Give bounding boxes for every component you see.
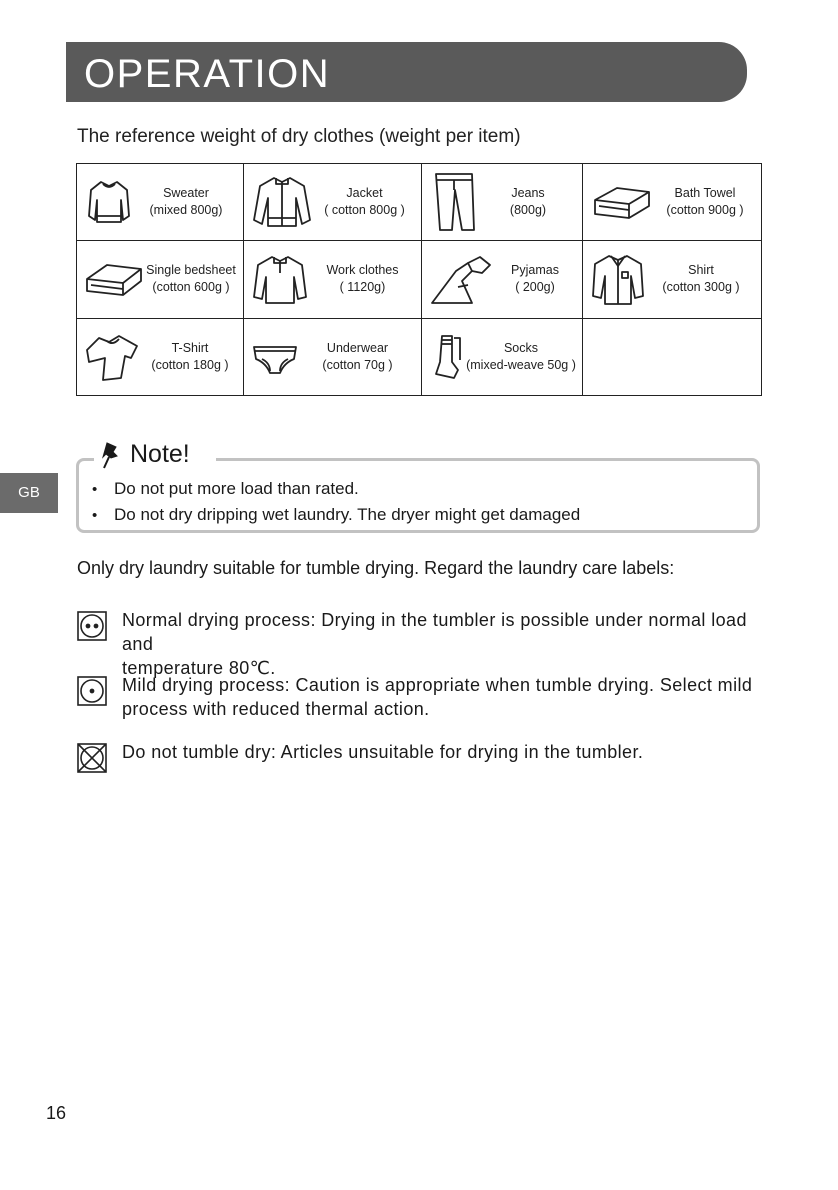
item-name: Single bedsheet — [146, 263, 236, 278]
table-cell — [77, 241, 244, 318]
jeans-icon — [428, 170, 480, 234]
item-weight: (cotton 70g ) — [322, 357, 393, 372]
item-name: Underwear — [326, 340, 389, 355]
table-cell — [583, 318, 762, 395]
intro-text: Only dry laundry suitable for tumble drying. Regard the laundry care labels: — [77, 558, 675, 578]
tshirt-icon — [83, 330, 143, 384]
care-text-line: Normal drying process: Drying in the tumbler is possible under normal load and — [122, 610, 747, 654]
bedsheet-icon — [83, 257, 145, 301]
item-name: Pyjamas — [511, 263, 559, 278]
table-cell — [77, 164, 244, 241]
underwear-icon — [250, 337, 300, 377]
header-bar — [66, 42, 747, 102]
item-weight: (cotton 300g ) — [662, 280, 740, 295]
care-text-line: process with reduced thermal action. — [122, 699, 430, 719]
note-item: • Do not put more load than rated. — [92, 476, 580, 502]
table-cell — [422, 241, 583, 318]
tumble-dry-mild-icon — [76, 675, 108, 707]
shirt-icon — [589, 250, 647, 308]
note-title: Note! — [130, 440, 190, 468]
item-weight: ( 1120g) — [339, 280, 386, 295]
item-name: Socks — [503, 340, 539, 355]
care-text-line: temperature 80℃. — [122, 658, 276, 678]
pyjamas-icon — [428, 251, 494, 307]
item-name: Jeans — [511, 186, 545, 201]
item-name: Jacket — [346, 186, 383, 201]
tumble-dry-normal-icon — [76, 610, 108, 642]
socks-icon — [428, 332, 466, 382]
item-weight: (cotton 600g ) — [152, 280, 230, 295]
note-header — [94, 440, 216, 469]
item-weight: ( cotton 800g ) — [324, 203, 405, 218]
weight-table — [76, 163, 762, 396]
item-name: Shirt — [688, 263, 714, 278]
item-name: Bath Towel — [674, 186, 736, 201]
table-cell — [422, 318, 583, 395]
table-cell — [244, 241, 422, 318]
item-weight: (mixed-weave 50g ) — [466, 357, 576, 372]
page-number: 16 — [46, 1103, 67, 1123]
item-weight: ( 200g) — [515, 280, 555, 295]
note-item: • Do not dry dripping wet laundry. The dryer might get damaged — [92, 502, 580, 528]
table-cell — [583, 164, 762, 241]
work-clothes-icon — [250, 251, 310, 307]
bath-towel-icon — [589, 180, 655, 224]
item-weight: (cotton 900g ) — [666, 203, 744, 218]
care-label-mild — [76, 673, 776, 721]
item-weight: (mixed 800g) — [149, 203, 223, 218]
table-cell — [77, 318, 244, 395]
table-cell — [422, 164, 583, 241]
item-name: Sweater — [163, 186, 209, 201]
note-list — [92, 476, 580, 528]
care-label-no-tumble — [76, 740, 776, 774]
table-cell — [244, 318, 422, 395]
table-caption: The reference weight of dry clothes (weight per item) — [77, 126, 521, 147]
pushpin-icon — [100, 441, 122, 469]
page-title: OPERATION — [84, 52, 331, 96]
do-not-tumble-dry-icon — [76, 742, 108, 774]
care-label-normal — [76, 608, 776, 680]
table-cell — [244, 164, 422, 241]
item-name: T-Shirt — [171, 340, 209, 355]
item-name: Work clothes — [326, 263, 399, 278]
care-text-line: Mild drying process: Caution is appropriate when tumble drying. Select mild — [122, 675, 753, 695]
language-tab: GB — [0, 473, 58, 513]
jacket-icon — [250, 174, 314, 230]
sweater-icon — [83, 176, 135, 228]
item-weight: (800g) — [509, 203, 547, 218]
item-weight: (cotton 180g ) — [151, 357, 229, 372]
table-cell — [583, 241, 762, 318]
care-text-line: Do not tumble dry: Articles unsuitable for drying in the tumbler. — [122, 742, 644, 762]
